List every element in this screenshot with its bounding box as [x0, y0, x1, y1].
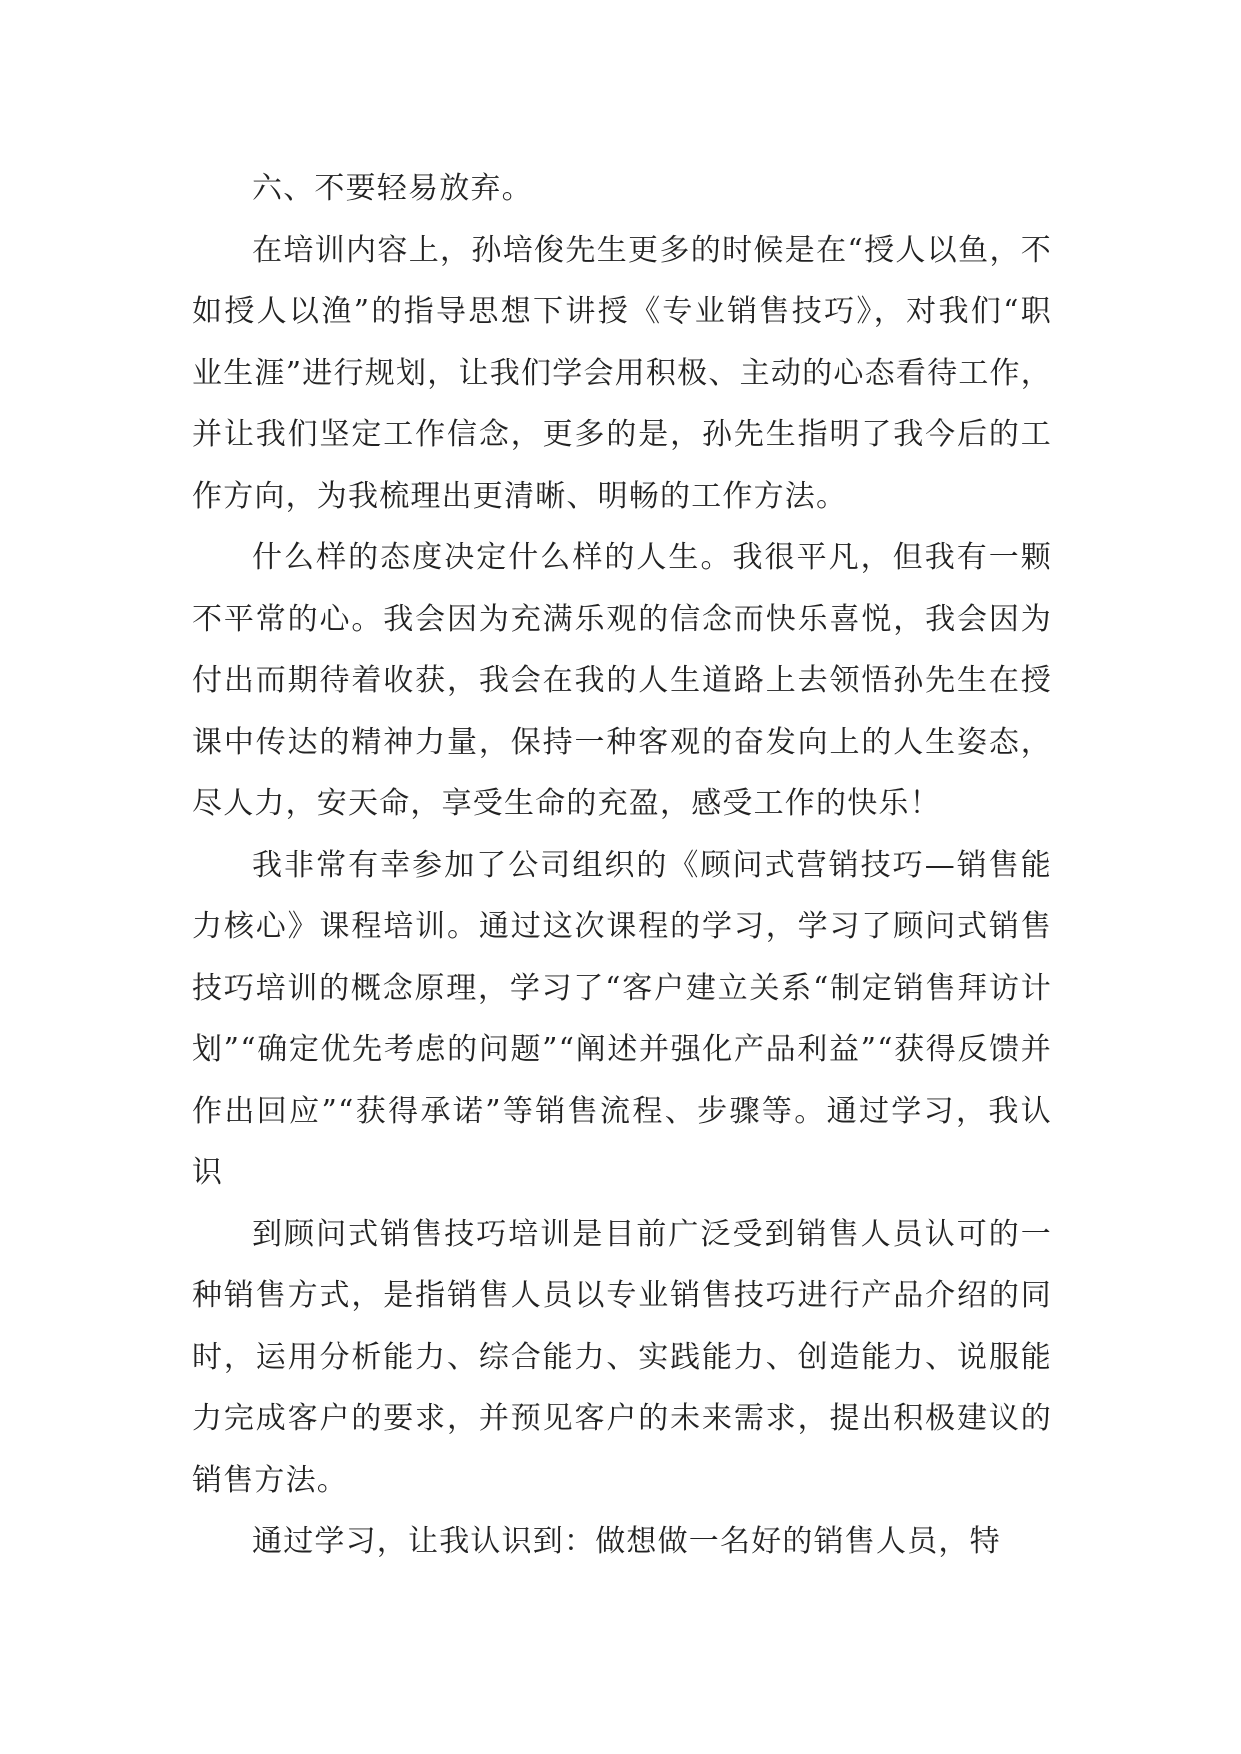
paragraph-course-training: 我非常有幸参加了公司组织的《顾问式营销技巧—销售能力核心》课程培训。通过这次课程的学习，学习了顾问式销售技巧培训的概念原理，学习了“客户建立关系“制定销售拜访计划”“确定优先考虑的问题”“阐述并强化产品利益”“获得反馈并作出回应”“获得承诺”等销售流程、步骤等。通过学习，我认识 — [192, 847, 1052, 1190]
document-body — [192, 158, 1052, 1573]
paragraph-learning-insight: 通过学习，让我认识到：做想做一名好的销售人员，特 — [252, 1524, 1001, 1559]
paragraph-heading-six: 六、不要轻易放弃。 — [252, 171, 533, 206]
paragraph-attitude: 什么样的态度决定什么样的人生。我很平凡，但我有一颗不平常的心。我会因为充满乐观的信念而快乐喜悦，我会因为付出而期待着收获，我会在我的人生道路上去领悟孙先生在授课中传达的精神力量，保持一种客观的奋发向上的人生姿态，尽人力，安天命，享受生命的充盈，感受工作的快乐！ — [192, 540, 1052, 821]
paragraph-training-content: 在培训内容上，孙培俊先生更多的时候是在“授人以鱼，不如授人以渔”的指导思想下讲授《专业销售技巧》，对我们“职业生涯”进行规划，让我们学会用积极、主动的心态看待工作，并让我们坚定工作信念，更多的是，孙先生指明了我今后的工作方向，为我梳理出更清晰、明畅的工作方法。 — [192, 232, 1052, 514]
paragraph-consultative-selling: 到顾问式销售技巧培训是目前广泛受到销售人员认可的一种销售方式，是指销售人员以专业销售技巧进行产品介绍的同时，运用分析能力、综合能力、实践能力、创造能力、说服能力完成客户的要求，并预见客户的未来需求，提出积极建议的销售方法。 — [192, 1216, 1052, 1498]
